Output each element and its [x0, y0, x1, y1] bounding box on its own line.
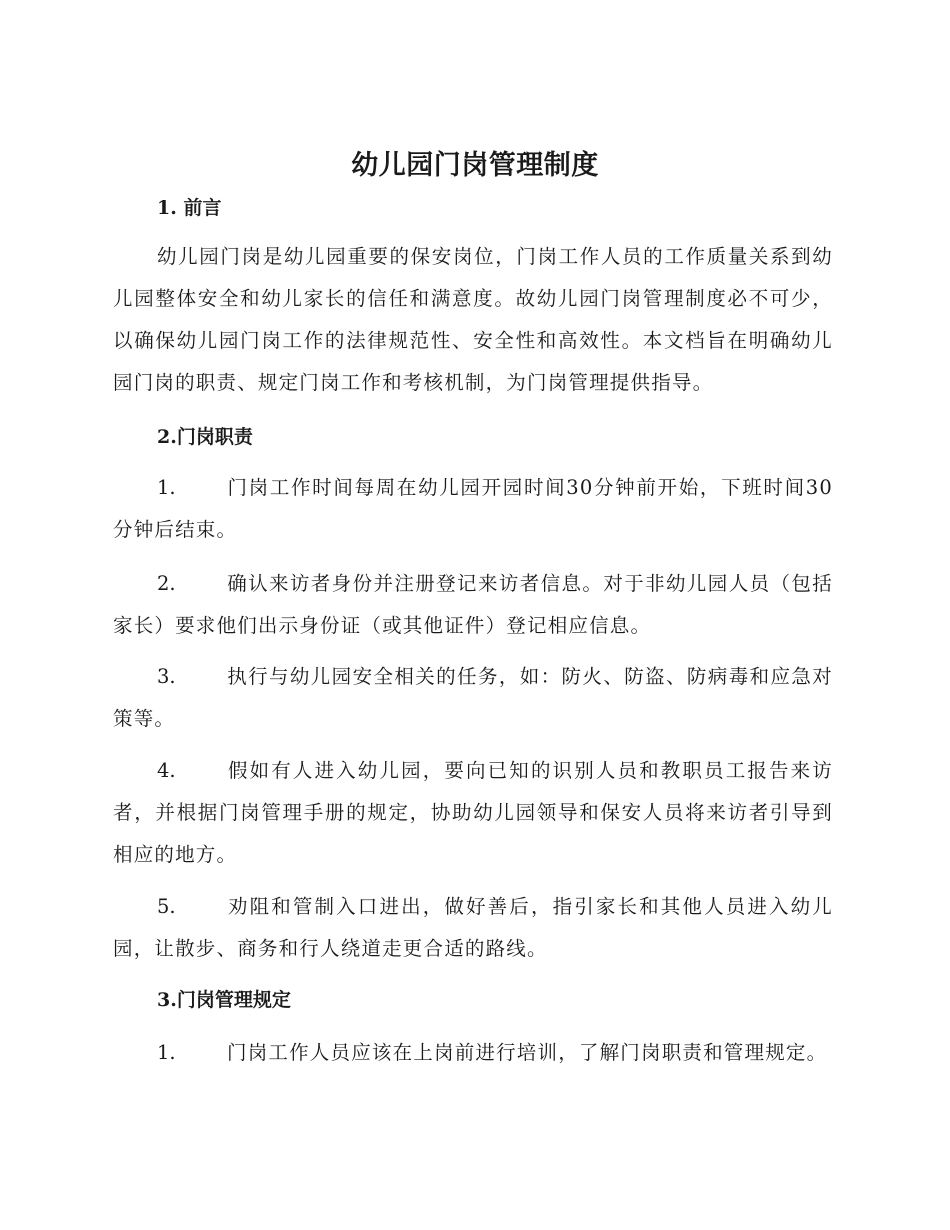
section-heading-duties: 2.门岗职责 [157, 426, 253, 448]
list-item-text: 劝阻和管制入口进出，做好善后，指引家长和其他人员进入幼儿园，让散步、商务和行人绕道走更合适的路线。 [113, 895, 833, 960]
list-item-text: 确认来访者身份并注册登记来访者信息。对于非幼儿园人员（包括家长）要求他们出示身份证（或其他证件）登记相应信息。 [113, 572, 833, 637]
list-item [113, 886, 833, 970]
list-item [113, 467, 833, 551]
list-item [113, 656, 833, 740]
list-item-number: 2. [157, 572, 176, 595]
list-item-number: 3. [157, 665, 176, 688]
list-item-text: 执行与幼儿园安全相关的任务，如：防火、防盗、防病毒和应急对策等。 [113, 665, 833, 730]
list-item-text: 门岗工作时间每周在幼儿园开园时间30分钟前开始，下班时间30分钟后结束。 [113, 476, 833, 541]
list-item-number: 5. [157, 895, 176, 918]
list-item [113, 1032, 833, 1074]
preface-paragraph: 幼儿园门岗是幼儿园重要的保安岗位，门岗工作人员的工作质量关系到幼儿园整体安全和幼儿家长的信任和满意度。故幼儿园门岗管理制度必不可少，以确保幼儿园门岗工作的法律规范性、安全性和高效性。本文档旨在明确幼儿园门岗的职责、规定门岗工作和考核机制，为门岗管理提供指导。 [113, 245, 833, 394]
list-item [113, 563, 833, 647]
list-item-text: 假如有人进入幼儿园，要向已知的识别人员和教职员工报告来访者，并根据门岗管理手册的规定，协助幼儿园领导和保安人员将来访者引导到相应的地方。 [113, 759, 833, 866]
list-item-text: 门岗工作人员应该在上岗前进行培训，了解门岗职责和管理规定。 [227, 1041, 828, 1064]
list-item-number: 1. [157, 1041, 176, 1064]
list-item [113, 750, 833, 876]
list-item-number: 4. [157, 759, 176, 782]
section-heading-preface: 1. 前言 [157, 197, 222, 219]
section-heading-rules: 3.门岗管理规定 [157, 989, 291, 1011]
document-title: 幼儿园门岗管理制度 [351, 150, 599, 181]
list-item-number: 1. [157, 476, 176, 499]
